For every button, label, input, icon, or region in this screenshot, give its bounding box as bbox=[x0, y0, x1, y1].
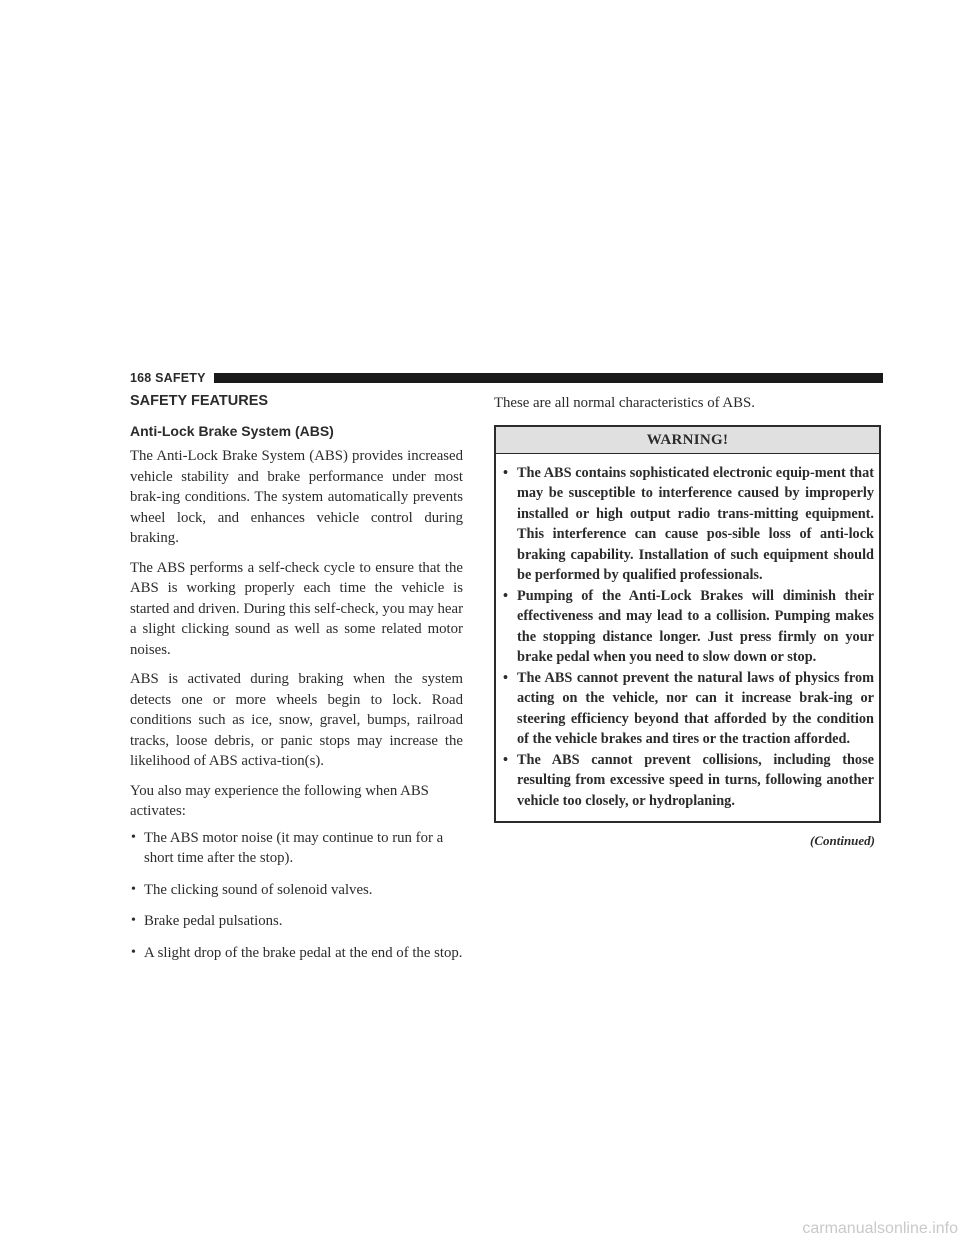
list-item: • A slight drop of the brake pedal at the end of the stop. bbox=[130, 943, 463, 964]
bullet-icon: • bbox=[503, 464, 509, 481]
right-column bbox=[494, 393, 881, 849]
bullet-icon: • bbox=[503, 669, 509, 686]
paragraph-experience: You also may experience the following when ABS activates: bbox=[130, 782, 429, 819]
warning-item: • The ABS cannot prevent the natural laws of physics from acting on the vehicle, nor can it increase brak-ing or steering efficiency beyond that afforded by the condition of the vehicle brakes and tires or the traction afforded. bbox=[503, 669, 874, 747]
bullet-icon: • bbox=[131, 829, 136, 845]
continued-note: (Continued) bbox=[809, 833, 875, 848]
paragraph-activation: ABS is activated during braking when the system detects one or more wheels begin to lock. Road conditions such as ice, snow, gravel, bumps, railroad tracks, loose debris, or panic stops may increase the likelihood of ABS activa-tion(s). bbox=[130, 671, 463, 769]
warning-item: • Pumping of the Anti-Lock Brakes will diminish their effectiveness and may lead to a collision. Pumping makes the stopping distance longer. Just press firmly on your brake pedal when you need to slow down or stop. bbox=[503, 587, 874, 665]
section-title: SAFETY FEATURES bbox=[130, 393, 269, 409]
paragraph-intro: The Anti-Lock Brake System (ABS) provides increased vehicle stability and brake performance under most brak-ing conditions. The system automatically prevents wheel lock, and enhances vehicle control during braking. bbox=[130, 448, 463, 546]
warning-box bbox=[494, 425, 881, 824]
paragraph-self-check: The ABS performs a self-check cycle to ensure that the ABS is working properly each time the vehicle is started and driven. During this self-check, you may hear a slight clicking sound as well as some related motor noises. bbox=[130, 559, 463, 658]
warning-item: • The ABS contains sophisticated electronic equip-ment that may be susceptible to interference caused by improperly installed or high output radio trans-mitting equipment. This interference can cause pos-sible loss of anti-lock braking capability. Installation of such equipment should be performed by qualified professionals. bbox=[503, 464, 874, 583]
warning-title: WARNING! bbox=[496, 427, 879, 454]
page-header bbox=[130, 370, 883, 386]
bullet-icon: • bbox=[503, 587, 509, 604]
page-number-label: 168 SAFETY bbox=[130, 371, 206, 385]
bullet-icon: • bbox=[131, 913, 136, 928]
warning-list bbox=[503, 463, 874, 812]
experience-list bbox=[130, 828, 463, 964]
warning-body bbox=[496, 454, 879, 822]
list-item: • The clicking sound of solenoid valves. bbox=[130, 880, 463, 901]
list-item: • Brake pedal pulsations. bbox=[130, 911, 463, 932]
left-column bbox=[130, 393, 463, 974]
watermark: carmanualsonline.info bbox=[802, 1220, 958, 1237]
bullet-icon: • bbox=[131, 944, 136, 960]
normal-characteristics-text: These are all normal characteristics of ABS. bbox=[494, 395, 755, 411]
bullet-icon: • bbox=[131, 881, 136, 897]
warning-item: • The ABS cannot prevent collisions, including those resulting from excessive speed in turns, following another vehicle too closely, or hydroplaning. bbox=[503, 751, 874, 809]
subsection-title: Anti-Lock Brake System (ABS) bbox=[130, 423, 334, 439]
header-rule bbox=[214, 373, 883, 383]
bullet-icon: • bbox=[503, 751, 509, 768]
list-item: • The ABS motor noise (it may continue to run for a short time after the stop). bbox=[131, 829, 444, 866]
